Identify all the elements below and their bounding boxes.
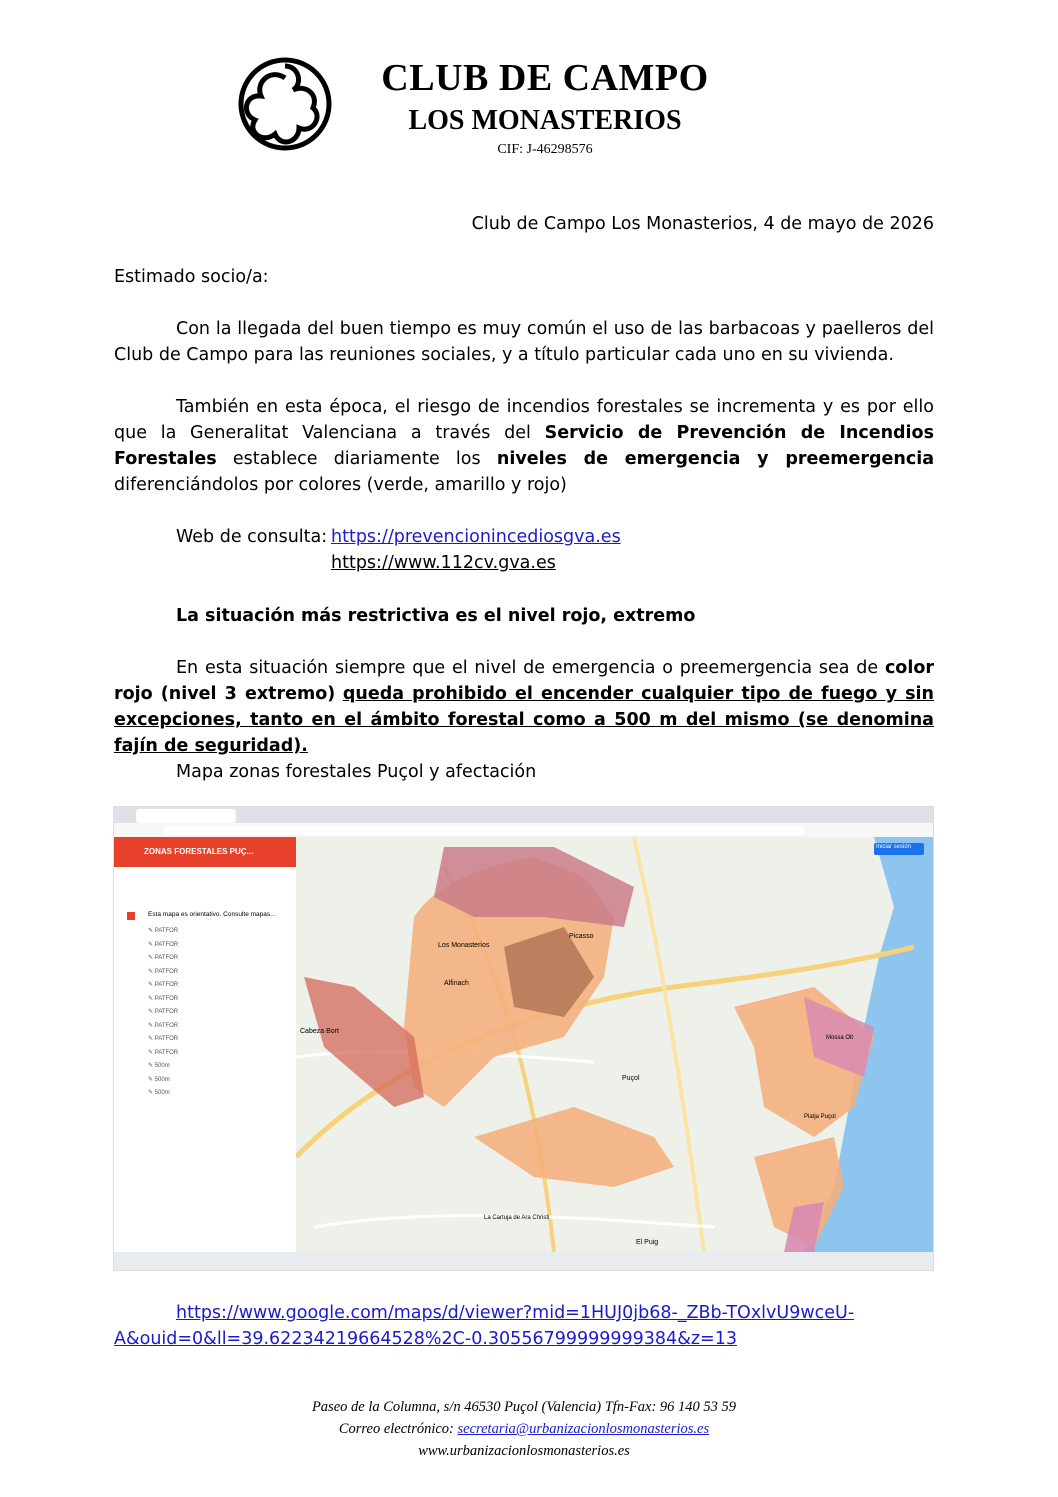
map-label-cartuja: La Cartuja de Ara Christi (484, 1215, 550, 1221)
map-layer-item[interactable]: ✎ PATFOR (148, 955, 179, 961)
map-layer-item[interactable]: ✎ PATFOR (148, 1049, 179, 1056)
map-label-mossa: Mossa Olt (826, 1035, 854, 1041)
map-layer-item[interactable]: ✎ PATFOR (148, 995, 179, 1002)
place-date: Club de Campo Los Monasterios, 4 de mayo de 2026 (471, 214, 934, 234)
footer-website: www.urbanizacionlosmonasterios.es (418, 1443, 630, 1459)
cif-number: CIF: J-46298576 (497, 142, 593, 157)
map-layer-item[interactable]: ✎ PATFOR (148, 1022, 179, 1029)
paragraph-1: Con la llegada del buen tiempo es muy común el uso de las barbacoas y paelleros del Club de Campo para las reuniones sociales, y a título particular cada uno en su vivienda. (114, 319, 934, 365)
map-layer-item[interactable]: ✎ 500m (148, 1063, 170, 1069)
map-layer-item[interactable]: ✎ PATFOR (148, 982, 179, 988)
map-screenshot (113, 806, 934, 1271)
footer-email-line: Correo electrónico: secretaria@urbanizacionlosmonasterios.es (338, 1421, 710, 1437)
paragraph-2: También en esta época, el riesgo de incendios forestales se incrementa y es por ello que la Generalitat Valenciana a través del Servicio de Prevención de Incendios Forestales establece diariamente los niveles de emergencia y preemergencia diferenciándolos por colores (verde, amarillo y rojo) (114, 397, 935, 495)
club-title: CLUB DE CAMPO (381, 57, 709, 99)
map-layer-list (148, 925, 178, 1101)
web-link-prevencion[interactable]: https://prevencionincediosgva.es (331, 527, 621, 547)
map-layer-item[interactable]: ✎ PATFOR (148, 928, 179, 934)
web-link-112cv[interactable]: https://www.112cv.gva.es (331, 553, 556, 573)
footer-address: Paseo de la Columna, s/n 46530 Puçol (Valencia) Tfn-Fax: 96 140 53 59 (311, 1399, 737, 1415)
restrictive-heading: La situación más restrictiva es el nivel rojo, extremo (176, 606, 696, 626)
map-label-monasterios: Los Monasterios (438, 942, 490, 949)
map-login-button[interactable]: Iniciar sesión (876, 844, 912, 850)
map-layer-item[interactable]: ✎ PATFOR (148, 1036, 179, 1042)
map-label-el-puig: El Puig (636, 1239, 659, 1246)
map-link-line-1[interactable]: https://www.google.com/maps/d/viewer?mid=1HUJ0jb68-_ZBb-TOxlvU9wceU- (176, 1303, 855, 1323)
footer-email-link[interactable]: secretaria@urbanizacionlosmonasterios.es (457, 1421, 710, 1437)
map-canvas (114, 807, 933, 1270)
web-label: Web de consulta: (176, 527, 328, 547)
club-subtitle: LOS MONASTERIOS (408, 105, 682, 136)
map-layer-label: Esta mapa es orientativo. Consulte mapas... (148, 911, 276, 918)
map-label-alfinach: Alfinach (444, 980, 469, 987)
map-panel-title: ZONAS FORESTALES PUÇ... (144, 847, 254, 856)
map-layer-item[interactable]: ✎ PATFOR (148, 941, 179, 948)
map-caption: Mapa zonas forestales Puçol y afectación (176, 762, 537, 782)
map-label-picasso: Picasso (569, 933, 594, 940)
map-layer-item[interactable]: ✎ PATFOR (148, 968, 179, 975)
map-link-line-2[interactable]: A&ouid=0&ll=39.62234219664528%2C-0.30556799999999384&z=13 (114, 1329, 737, 1349)
map-layer-item[interactable]: ✎ PATFOR (148, 1009, 179, 1015)
map-layer-item[interactable]: ✎ 500m (148, 1090, 170, 1096)
map-layer-item[interactable]: ✎ 500m (148, 1076, 170, 1083)
map-label-cabeza-bort: Cabeza Bort (300, 1028, 339, 1035)
map-label-platja: Platja Puçol (804, 1114, 836, 1120)
map-label-pucol: Puçol (622, 1075, 640, 1082)
greeting: Estimado socio/a: (114, 267, 269, 287)
club-logo (233, 56, 337, 152)
paragraph-3: En esta situación siempre que el nivel de emergencia o preemergencia sea de color rojo (nivel 3 extremo) queda prohibido el encender cualquier tipo de fuego y sin excepciones, tanto en el ámbito forestal como a 500 m del mismo (se denomina fajín de seguridad). (114, 658, 934, 756)
